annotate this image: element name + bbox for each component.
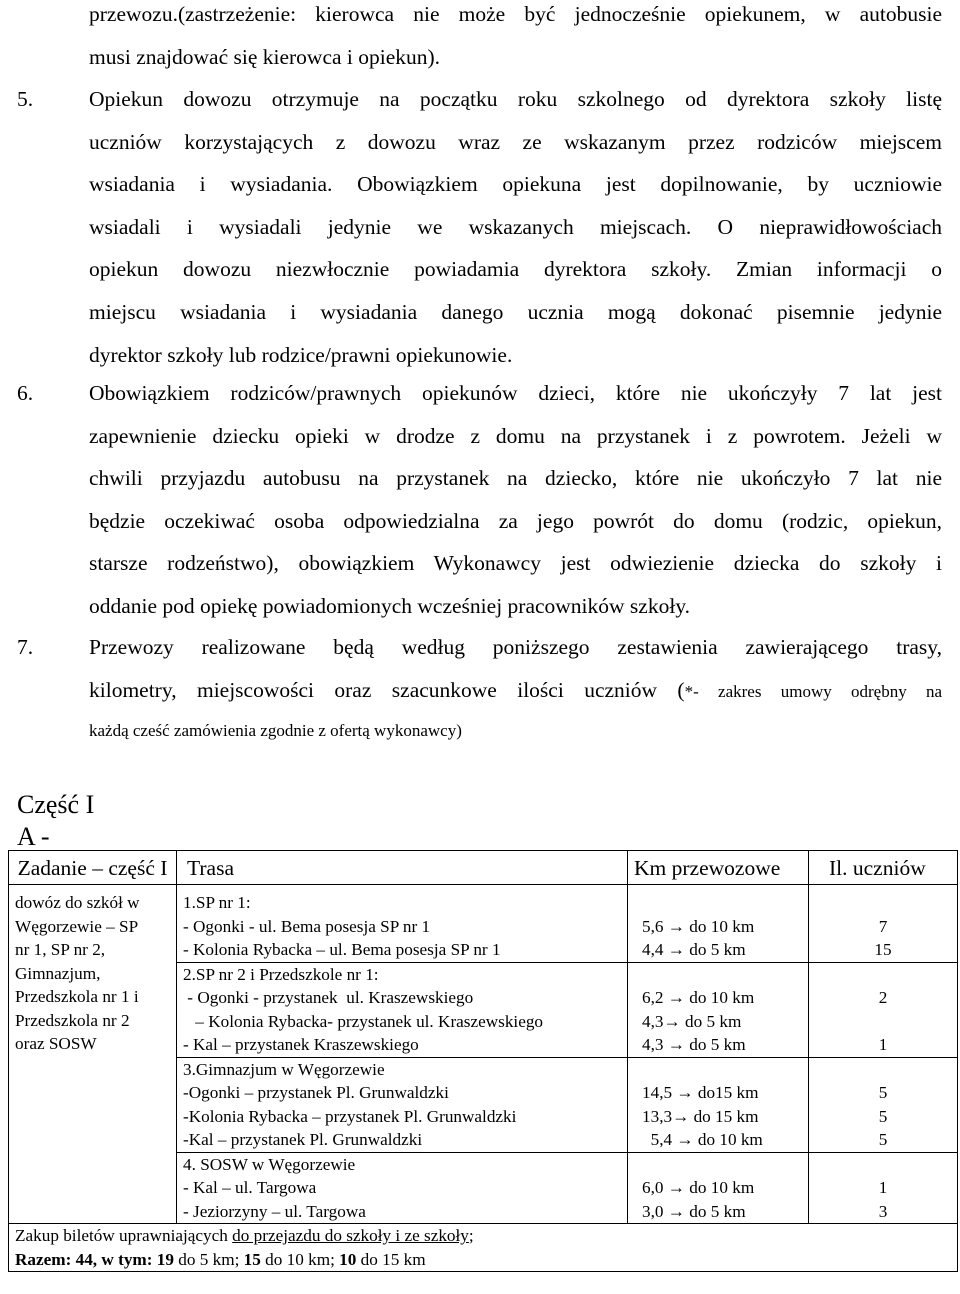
text-line: starsze rodzeństwo), obowiązkiem Wykonawcy jest odwiezienie dziecka do szkoły i bbox=[89, 551, 942, 576]
header-route: Trasa bbox=[177, 851, 628, 885]
route-line: – Kolonia Rybacka- przystanek ul. Kraszewskiego bbox=[191, 1011, 544, 1031]
text-line: chwili przyjazdu autobusu na przystanek na dziecko, które nie ukończyło 7 lat nie bbox=[89, 466, 942, 491]
students-value: 1 bbox=[878, 1035, 888, 1054]
students-cell bbox=[809, 1057, 958, 1152]
text-line-main: kilometry, miejscowości oraz szacunkowe ilości uczniów ( bbox=[89, 677, 685, 702]
text-line: każdą cześć zamówienia zgodnie z ofertą wykonawcy) bbox=[89, 721, 462, 741]
students-cell bbox=[809, 1152, 958, 1224]
route-line: - Kal – przystanek Kraszewskiego bbox=[183, 1035, 419, 1054]
header-students: Il. uczniów bbox=[809, 851, 958, 885]
route-line: - Ogonki - ul. Bema posesja SP nr 1 bbox=[183, 916, 431, 936]
task-line: Przedszkola nr 2 bbox=[15, 1010, 130, 1030]
text-line: Obowiązkiem rodziców/prawnych opiekunów dzieci, które nie ukończyły 7 lat jest bbox=[89, 381, 942, 405]
km-value: 4,4 → do 5 km bbox=[642, 940, 746, 959]
text-line bbox=[89, 669, 942, 714]
footer-line-1: Zakup biletów uprawniających do przejazdu do szkoły i ze szkoły; bbox=[15, 1226, 474, 1245]
table-row bbox=[9, 885, 958, 963]
km-cell bbox=[628, 1057, 809, 1152]
students-value: 2 bbox=[878, 988, 888, 1007]
text-line: wsiadania i wysiadania. Obowiązkiem opiekuna jest dopilnowanie, by uczniowie bbox=[89, 172, 942, 197]
km-value: 4,3 → do 5 km bbox=[642, 1035, 746, 1054]
km-value: 14,5 → do15 km bbox=[642, 1083, 759, 1102]
text-line: musi znajdować się kierowca i opiekun). bbox=[89, 44, 441, 69]
text-line: zapewnienie dziecku opieki w drodze z domu na przystanek i z powrotem. Jeżeli w bbox=[89, 423, 942, 448]
paragraph-7 bbox=[89, 626, 942, 749]
students-value: 3 bbox=[878, 1201, 888, 1221]
route-line: - Jeziorzyny – ul. Targowa bbox=[183, 1201, 366, 1221]
group-title: 1.SP nr 1: bbox=[183, 893, 251, 912]
text-line: miejscu wsiadania i wysiadania danego ucznia mogą dokonać pisemnie jedynie bbox=[89, 299, 942, 324]
text-line: wsiadali i wysiadali jedynie we wskazanych miejscach. O nieprawidłowościach bbox=[89, 214, 942, 239]
routes-table bbox=[8, 850, 958, 1272]
group-title: 4. SOSW w Węgorzewie bbox=[183, 1154, 356, 1174]
task-line: Gimnazjum, bbox=[15, 963, 101, 983]
route-cell bbox=[177, 885, 628, 963]
route-cell bbox=[177, 1057, 628, 1152]
km-value: 6,2 → do 10 km bbox=[642, 988, 755, 1007]
students-value: 1 bbox=[878, 1178, 888, 1197]
paragraph-5 bbox=[89, 78, 942, 376]
students-cell bbox=[809, 885, 958, 963]
paragraph-4-end bbox=[89, 0, 942, 78]
route-line: -Kolonia Rybacka – przystanek Pl. Grunwaldzki bbox=[183, 1106, 517, 1126]
km-value: 5,6 → do 10 km bbox=[642, 916, 755, 936]
route-line: - Kal – ul. Targowa bbox=[183, 1178, 317, 1197]
footer-cell bbox=[9, 1224, 958, 1272]
paragraph-6-number: 6. bbox=[17, 381, 34, 405]
paragraph-7-number: 7. bbox=[17, 635, 34, 659]
km-value: 3,0 → do 5 km bbox=[642, 1201, 746, 1221]
students-cell bbox=[809, 962, 958, 1057]
km-cell bbox=[628, 885, 809, 963]
table-footer-row bbox=[9, 1224, 958, 1272]
section-title: Część I bbox=[17, 790, 95, 819]
task-line: dowóz do szkół w bbox=[15, 893, 140, 912]
students-value: 5 bbox=[878, 1083, 888, 1102]
text-line: Przewozy realizowane będą według poniższego zestawienia zawierającego trasy, bbox=[89, 635, 942, 659]
route-line: -Ogonki – przystanek Pl. Grunwaldzki bbox=[183, 1083, 449, 1102]
route-line: -Kal – przystanek Pl. Grunwaldzki bbox=[183, 1130, 423, 1149]
header-km: Km przewozowe bbox=[628, 851, 809, 885]
task-line: Węgorzewie – SP bbox=[15, 916, 139, 936]
text-line: przewozu.(zastrzeżenie: kierowca nie może być jednocześnie opiekunem, w autobusie bbox=[89, 2, 942, 26]
text-line-small: *- zakres umowy odrębny na bbox=[684, 681, 943, 701]
route-cell bbox=[177, 1152, 628, 1224]
task-description-cell bbox=[9, 885, 177, 1224]
paragraph-5-number: 5. bbox=[17, 87, 34, 111]
header-task: Zadanie – część I bbox=[9, 851, 177, 885]
paragraph-6 bbox=[89, 372, 942, 628]
km-value: 4,3→ do 5 km bbox=[642, 1011, 742, 1031]
table-header-row bbox=[9, 851, 958, 885]
students-value: 15 bbox=[874, 940, 892, 959]
task-line: nr 1, SP nr 2, bbox=[15, 940, 106, 959]
route-cell bbox=[177, 962, 628, 1057]
km-value: 5,4 → do 10 km bbox=[642, 1130, 763, 1149]
route-line: - Kolonia Rybacka – ul. Bema posesja SP nr 1 bbox=[183, 940, 501, 959]
students-value: 5 bbox=[878, 1106, 888, 1126]
route-line: - Ogonki - przystanek ul. Kraszewskiego bbox=[183, 988, 474, 1007]
task-line: oraz SOSW bbox=[15, 1034, 97, 1053]
group-title: 3.Gimnazjum w Węgorzewie bbox=[183, 1059, 385, 1079]
students-value: 7 bbox=[878, 916, 888, 936]
text-line: oddanie pod opiekę powiadomionych wcześniej pracowników szkoły. bbox=[89, 593, 691, 618]
footer-line-2: Razem: 44, w tym: 19 do 5 km; 15 do 10 km; 10 do 15 km bbox=[15, 1249, 426, 1269]
km-value: 13,3→ do 15 km bbox=[642, 1106, 759, 1126]
text-line: Opiekun dowozu otrzymuje na początku roku szkolnego od dyrektora szkoły listę bbox=[89, 87, 942, 111]
km-cell bbox=[628, 962, 809, 1057]
group-title: 2.SP nr 2 i Przedszkole nr 1: bbox=[183, 964, 379, 984]
text-line: będzie oczekiwać osoba odpowiedzialna za jego powrót do domu (rodzic, opiekun, bbox=[89, 508, 942, 533]
text-line: dyrektor szkoły lub rodzice/prawni opiekunowie. bbox=[89, 342, 513, 367]
km-cell bbox=[628, 1152, 809, 1224]
section-subtitle: A - bbox=[17, 822, 50, 851]
text-line: uczniów korzystających z dowozu wraz ze wskazanym przez rodziców miejscem bbox=[89, 129, 942, 154]
text-line: opiekun dowozu niezwłocznie powiadamia dyrektora szkoły. Zmian informacji o bbox=[89, 257, 942, 282]
km-value: 6,0 → do 10 km bbox=[642, 1178, 755, 1197]
task-line: Przedszkola nr 1 i bbox=[15, 987, 139, 1006]
students-value: 5 bbox=[878, 1130, 888, 1149]
